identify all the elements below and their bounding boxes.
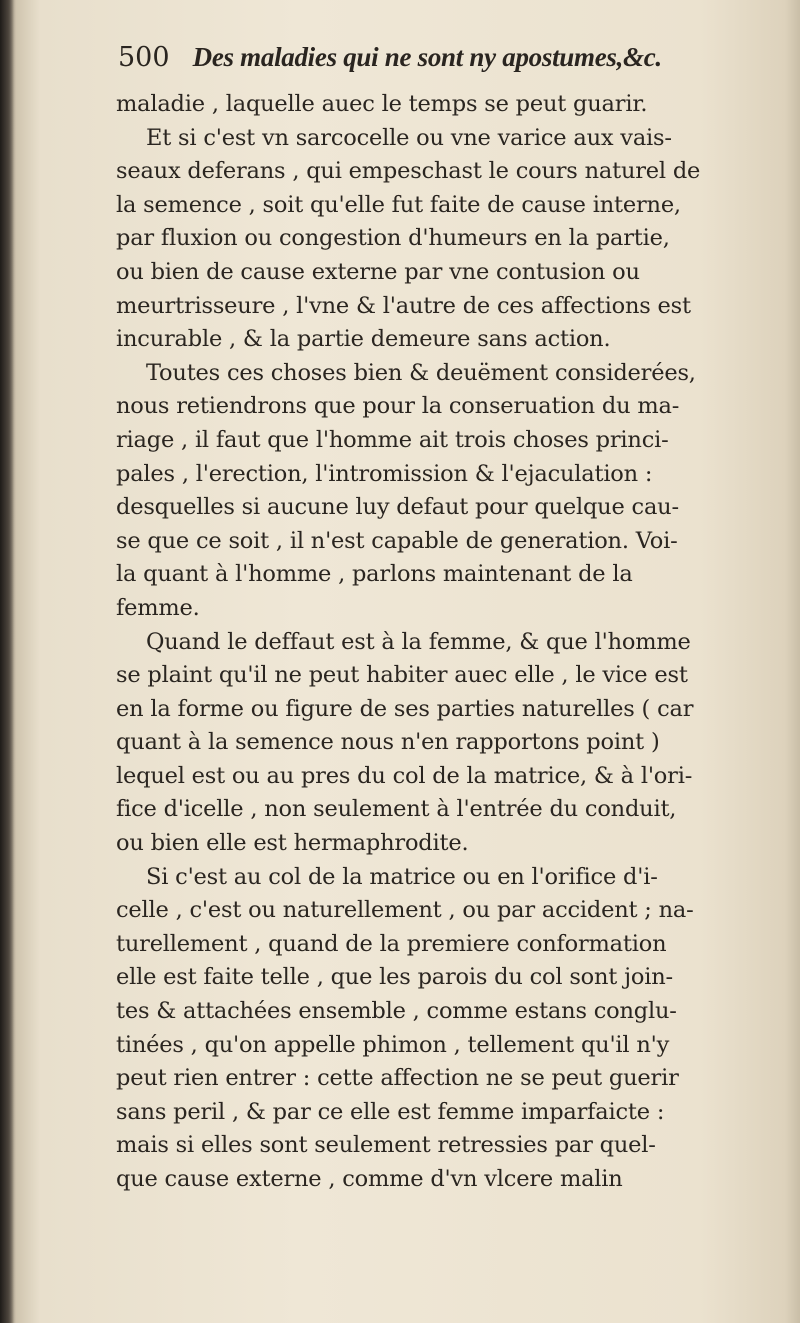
text-line: sans peril , & par ce elle est femme imparfaicte : [116, 1098, 665, 1125]
text-line: pales , l'erection, l'intromission & l'ejaculation : [116, 460, 653, 487]
text-line: ou bien de cause externe par vne contusion ou [116, 258, 640, 285]
text-line: Et si c'est vn sarcocelle ou vne varice aux vais- [146, 124, 672, 151]
text-line: incurable , & la partie demeure sans action. [116, 326, 611, 353]
text-line: Toutes ces choses bien & deuëment considerées, [146, 359, 696, 386]
text-line: riage , il faut que l'homme ait trois choses princi- [116, 426, 669, 453]
text-line: elle est faite telle , que les parois du col sont join- [116, 964, 673, 991]
text-line: fice d'icelle , non seulement à l'entrée du conduit, [116, 796, 677, 823]
page-number: 500 [118, 42, 170, 73]
text-line: la quant à l'homme , parlons maintenant de la [116, 561, 633, 588]
text-line: quant à la semence nous n'en rapportons point ) [116, 729, 660, 756]
text-line: meurtrisseure , l'vne & l'autre de ces affections est [116, 292, 691, 319]
text-line: nous retiendrons que pour la conseruation du ma- [116, 393, 680, 420]
text-line: se plaint qu'il ne peut habiter auec elle , le vice est [116, 662, 688, 689]
text-line: se que ce soit , il n'est capable de generation. Voi- [116, 527, 678, 554]
text-line: Si c'est au col de la matrice ou en l'orifice d'i- [146, 863, 658, 890]
text-line: celle , c'est ou naturellement , ou par accident ; na- [116, 897, 694, 924]
running-head: Des maladies qui ne sont ny apostumes,&c. [192, 42, 662, 72]
text-line: tinées , qu'on appelle phimon , tellement qu'il n'y [116, 1031, 670, 1058]
text-line: ou bien elle est hermaphrodite. [116, 830, 469, 857]
text-body [116, 88, 784, 1197]
book-gutter [0, 0, 14, 1323]
text-line: mais si elles sont seulement retressies par quel- [116, 1132, 656, 1159]
text-line: desquelles si aucune luy defaut pour quelque cau- [116, 494, 679, 521]
text-line: Quand le deffaut est à la femme, & que l'homme [146, 628, 691, 655]
text-line: seaux deferans , qui empeschast le cours naturel de [116, 158, 701, 185]
text-line: femme. [116, 594, 200, 621]
text-line: lequel est ou au pres du col de la matrice, & à l'ori- [116, 762, 693, 789]
text-line: peut rien entrer : cette affection ne se peut guerir [116, 1065, 679, 1092]
text-line: maladie , laquelle auec le temps se peut guarir. [116, 91, 648, 117]
page-header [118, 42, 778, 84]
text-line: en la forme ou figure de ses parties naturelles ( car [116, 695, 694, 722]
text-line: la semence , soit qu'elle fut faite de cause interne, [116, 191, 681, 218]
text-line: turellement , quand de la premiere conformation [116, 930, 667, 957]
text-line: que cause externe , comme d'vn vlcere malin [116, 1166, 623, 1192]
text-line: par fluxion ou congestion d'humeurs en la partie, [116, 225, 670, 252]
text-line: tes & attachées ensemble , comme estans conglu- [116, 998, 677, 1025]
